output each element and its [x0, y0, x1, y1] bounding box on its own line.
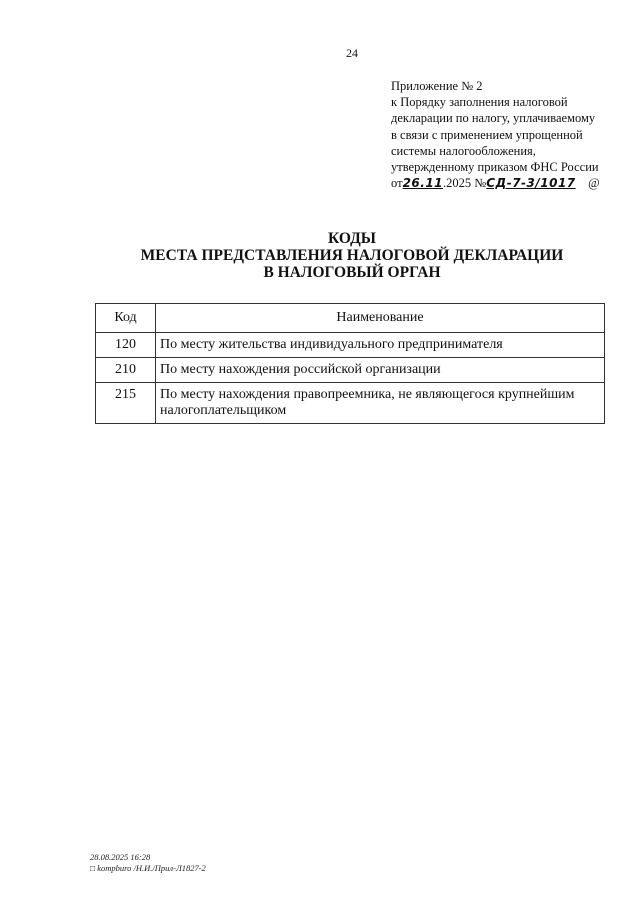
table-row: [96, 333, 605, 358]
table-row: [96, 383, 605, 424]
page-number: 24: [346, 46, 358, 60]
footer-file-ref: □ kompburo /Н.И./Прил-Л1827-2: [90, 863, 206, 873]
title-line-2: МЕСТА ПРЕДСТАВЛЕНИЯ НАЛОГОВОЙ ДЕКЛАРАЦИИ: [140, 247, 564, 264]
title-line-3: В НАЛОГОВЫЙ ОРГАН: [263, 264, 441, 281]
annex-line: в связи с применением упрощенной: [391, 127, 583, 142]
row-name: По месту нахождения российской организации: [156, 358, 605, 383]
footer-stamp: [90, 852, 206, 874]
annex-line: к Порядку заполнения налоговой: [391, 95, 568, 110]
date-prefix: от: [391, 176, 403, 191]
footer-timestamp: 28.08.2025 16:28: [90, 852, 151, 862]
handwritten-date: 26.11: [402, 176, 444, 191]
document-title: [0, 230, 640, 281]
row-name: По месту жительства индивидуального предпринимателя: [156, 333, 605, 358]
row-code: 210: [96, 358, 156, 383]
codes-table: [95, 303, 605, 424]
row-code: 215: [96, 383, 156, 424]
annex-line: Приложение № 2: [391, 79, 483, 93]
title-line-1: КОДЫ: [327, 230, 377, 247]
date-year: .2025 №: [443, 176, 487, 191]
table-header-row: [96, 304, 605, 333]
row-code: 120: [96, 333, 156, 358]
annex-line: утвержденному приказом ФНС России: [391, 160, 599, 175]
annex-header: [391, 78, 623, 191]
row-name: По месту нахождения правопреемника, не являющегося крупнейшим налогоплательщиком: [156, 383, 605, 424]
annex-line: системы налогообложения,: [391, 143, 536, 158]
header-name: Наименование: [156, 304, 605, 333]
annex-line: декларации по налогу, уплачиваемому: [391, 111, 596, 126]
order-number-suffix: @: [588, 176, 600, 191]
table-row: [96, 358, 605, 383]
handwritten-order-number: СД-7-3/1017: [486, 176, 576, 191]
header-code: Код: [96, 304, 156, 333]
annex-date-number-line: [391, 175, 623, 191]
